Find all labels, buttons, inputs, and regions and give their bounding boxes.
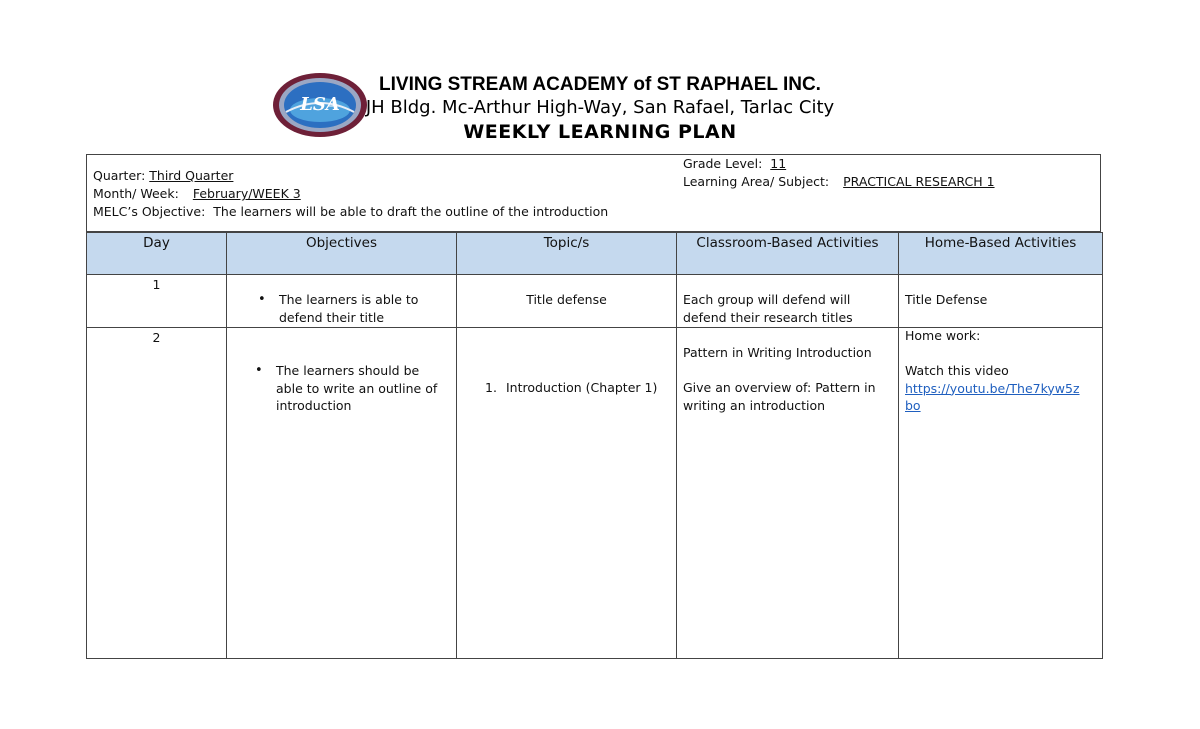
quarter-line bbox=[93, 167, 608, 185]
month-label: Month/ Week: bbox=[93, 186, 179, 201]
topic-text: Introduction (Chapter 1) bbox=[506, 380, 658, 395]
day-number: 1 bbox=[152, 277, 161, 292]
topics-cell bbox=[457, 328, 677, 659]
home-cell bbox=[899, 275, 1103, 328]
topic-number: 1. bbox=[485, 380, 497, 395]
quarter-value: Third Quarter bbox=[149, 168, 234, 183]
bullet-dot-icon: • bbox=[255, 363, 263, 378]
objectives-cell bbox=[227, 275, 457, 328]
school-address: JH Bldg. Mc-Arthur High-Way, San Rafael, Tarlac City bbox=[365, 97, 835, 118]
melc-label: MELC’s Objective: bbox=[93, 204, 206, 219]
grade-line bbox=[683, 155, 995, 173]
month-value: February/WEEK 3 bbox=[192, 186, 301, 201]
video-link[interactable]: https://youtu.be/The7kyw5z bo bbox=[905, 380, 1080, 413]
month-line bbox=[93, 185, 608, 203]
school-name: LIVING STREAM ACADEMY of ST RAPHAEL INC. bbox=[379, 74, 821, 95]
area-value: PRACTICAL RESEARCH 1 bbox=[843, 174, 995, 189]
header-topics: Topic/s bbox=[457, 233, 677, 275]
area-label: Learning Area/ Subject: bbox=[683, 174, 830, 189]
classroom-text: Pattern in Writing Introduction Give an overview of: Pattern in writing an introduction bbox=[683, 345, 876, 413]
header-classroom: Classroom-Based Activities bbox=[677, 233, 899, 275]
home-text: Home work: Watch this video https://youtu.be/The7kyw5z bo bbox=[899, 327, 1102, 415]
table-row bbox=[87, 328, 1103, 659]
home-text: Title Defense bbox=[905, 292, 988, 307]
plan-title: WEEKLY LEARNING PLAN bbox=[463, 121, 737, 143]
bullet-dot-icon: • bbox=[258, 292, 266, 307]
plan-info-right bbox=[683, 155, 995, 191]
header-day: Day bbox=[87, 233, 227, 275]
logo-lettering: LSA bbox=[300, 94, 340, 115]
classroom-cell bbox=[677, 275, 899, 328]
table-header-row bbox=[87, 233, 1103, 275]
day-cell bbox=[87, 328, 227, 659]
weekly-plan-table bbox=[86, 232, 1103, 659]
classroom-cell bbox=[677, 328, 899, 659]
day-cell bbox=[87, 275, 227, 328]
header-objectives: Objectives bbox=[227, 233, 457, 275]
topic-text: Title defense bbox=[526, 292, 607, 307]
topic-item bbox=[457, 379, 676, 397]
classroom-text: Each group will defend will defend their research titles bbox=[683, 292, 853, 325]
grade-label: Grade Level: bbox=[683, 156, 763, 171]
topics-cell bbox=[457, 275, 677, 328]
area-line bbox=[683, 173, 995, 191]
plan-info-box bbox=[86, 154, 1101, 232]
objective-bullet: • The learners is able to defend their title bbox=[258, 292, 419, 325]
table-row bbox=[87, 275, 1103, 328]
home-cell bbox=[899, 328, 1103, 659]
quarter-label: Quarter: bbox=[93, 168, 150, 183]
objective-bullet: • The learners should be able to write an outline of introduction bbox=[255, 363, 438, 413]
melc-value: The learners will be able to draft the outline of the introduction bbox=[213, 204, 609, 219]
grade-value: 11 bbox=[770, 156, 787, 171]
header-home: Home-Based Activities bbox=[899, 233, 1103, 275]
objectives-cell bbox=[227, 328, 457, 659]
melc-line bbox=[93, 203, 608, 221]
plan-info-left bbox=[93, 167, 608, 221]
day-number: 2 bbox=[152, 330, 161, 345]
